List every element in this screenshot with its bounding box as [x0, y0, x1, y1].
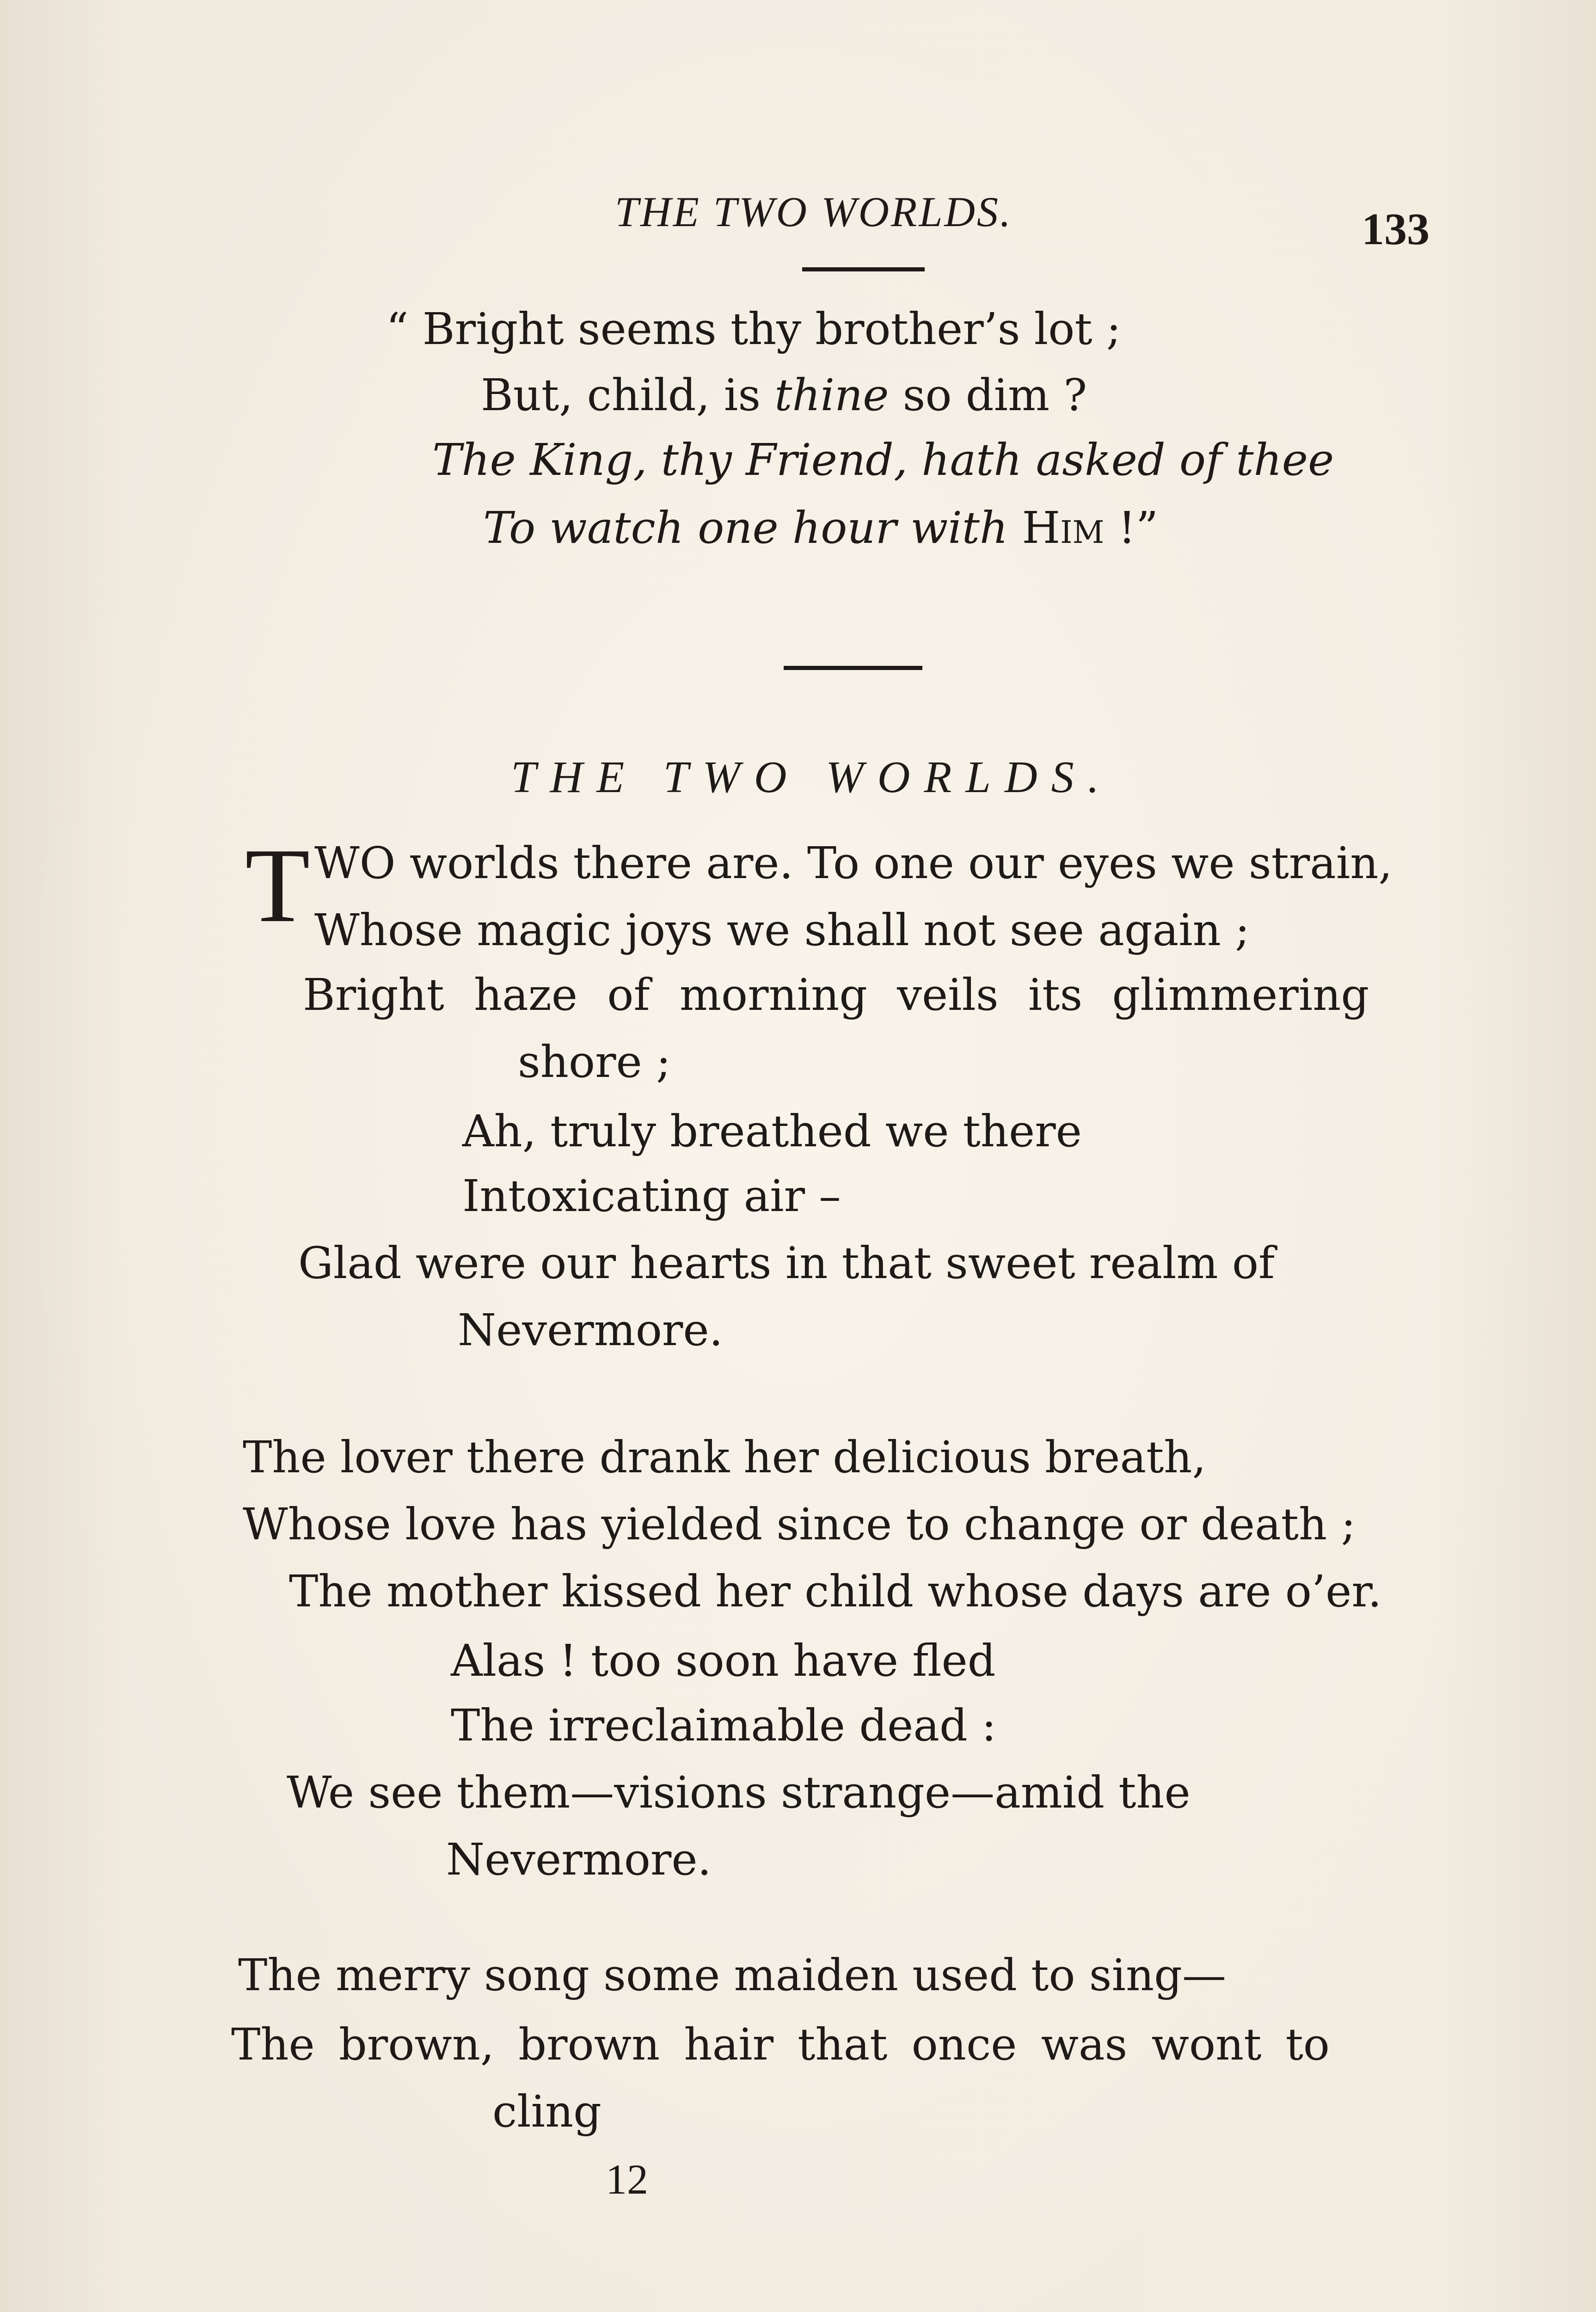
stanza-2-line-4: Alas ! too soon have fled: [451, 1636, 996, 1686]
top-stanza-line-2-prefix: But, child, is: [481, 370, 775, 421]
drop-cap: T: [245, 826, 310, 944]
stanza-3-line-1: The merry song some maiden used to sing—: [238, 1950, 1226, 2001]
stanza-2-line-5: The irreclaimable dead :: [451, 1700, 997, 1751]
stanza-1-line-5: Ah, truly breathed we there: [462, 1106, 1082, 1157]
page-number: 133: [1362, 204, 1430, 254]
top-stanza-line-4-smallcaps: Him: [1022, 503, 1105, 553]
stanza-3-line-2: The brown, brown hair that once was wont to: [231, 2019, 1330, 2070]
stanza-1-line-7: Glad were our hearts in that sweet realm of: [298, 1238, 1275, 1289]
stanza-1-line-3: Bright haze of morning veils its glimmering: [303, 970, 1369, 1021]
top-stanza-line-2: [481, 370, 1087, 421]
top-stanza-line-4-italic: To watch one hour with: [483, 503, 1022, 553]
stanza-1-line-4: shore ;: [518, 1037, 671, 1088]
top-stanza-line-2-suffix: so dim ?: [889, 370, 1087, 421]
signature-mark: 12: [606, 2156, 648, 2203]
stanza-2-line-2: Whose love has yielded since to change or death ;: [243, 1499, 1356, 1550]
top-stanza-line-3: The King, thy Friend, hath asked of thee: [432, 435, 1334, 486]
stanza-1-line-6: Intoxicating air –: [462, 1171, 841, 1222]
stanza-1-line-8: Nevermore.: [458, 1305, 723, 1356]
stanza-2-line-6: We see them—visions strange—amid the: [287, 1767, 1191, 1818]
stanza-1-line-1: WO worlds there are. To one our eyes we strain,: [314, 838, 1393, 889]
stanza-2-line-1: The lover there drank her delicious breath,: [243, 1432, 1206, 1483]
top-stanza-line-1: “ Bright seems thy brother’s lot ;: [386, 304, 1121, 355]
section-rule: [784, 666, 922, 670]
stanza-1-line-2: Whose magic joys we shall not see again ;: [314, 905, 1250, 956]
stanza-3-line-3: cling: [492, 2086, 602, 2137]
running-header: THE TWO WORLDS.: [615, 188, 1013, 235]
top-stanza-line-4: [483, 503, 1159, 553]
top-stanza-line-2-italic: thine: [774, 370, 889, 421]
stanza-2-line-3: The mother kissed her child whose days are o’er.: [289, 1566, 1382, 1617]
header-rule: [802, 267, 925, 271]
stanza-2-line-7: Nevermore.: [446, 1834, 712, 1885]
poem-title: THE TWO WORLDS.: [511, 752, 1113, 802]
top-stanza-line-4-end: !”: [1104, 503, 1159, 553]
